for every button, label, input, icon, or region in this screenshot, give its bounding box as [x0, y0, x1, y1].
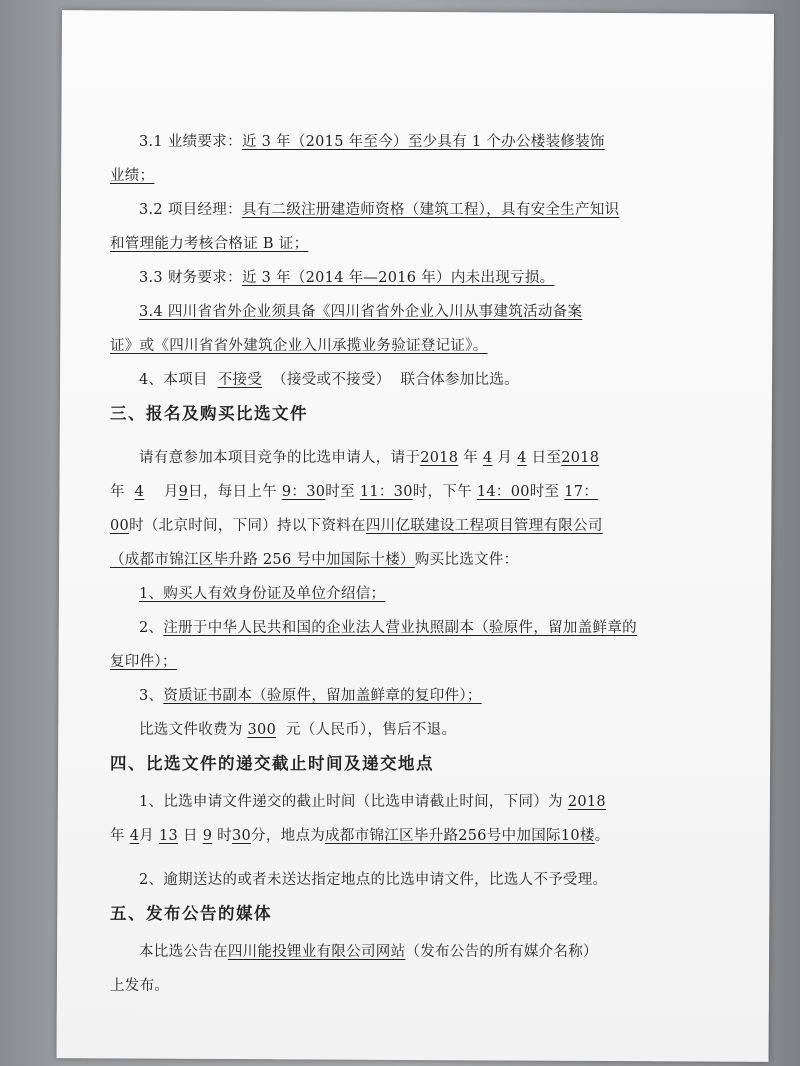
media-website: 四川能投锂业有限公司网站 [227, 944, 406, 960]
afternoon-end-part-1: 17： [564, 484, 599, 500]
section-heading-3: 三、报名及购买比选文件 [110, 404, 308, 423]
deadline-day-unit: 日 [182, 828, 198, 844]
afternoon-start: 14：00 [476, 484, 530, 500]
media-publish: 上发布。 [110, 978, 170, 994]
item-3-3-label: 3.3 财务要求： [139, 270, 242, 286]
registration-materials: 时（北京时间，下同）持以下资料在 [129, 518, 366, 534]
deadline-period: 。 [594, 828, 610, 844]
agency-address: （成都市锦江区毕升路 256 号中加国际十楼） [110, 552, 415, 568]
item-4-line [110, 363, 670, 397]
item-3-1-line-1 [110, 125, 670, 159]
day-to: 日至 [531, 450, 562, 466]
item-3-4-text-end: 证》或《四川省省外建筑企业入川承揽业务验证登记证》。 [110, 338, 488, 354]
deadline-place: 成都市锦江区毕升路256号中加国际10楼 [325, 828, 595, 844]
requirement-1-text: 1、购买人有效身份证及单位介绍信； [139, 586, 386, 602]
item-3-3-line [110, 261, 670, 295]
end-month: 4 [134, 484, 145, 500]
requirement-3-text: 资质证书副本（验原件，留加盖鲜章的复印件）； [163, 688, 482, 704]
deadline-line-2 [110, 819, 670, 853]
item-3-2-text-end: 和管理能力考核合格证 B 证； [110, 236, 309, 252]
registration-line-3 [110, 509, 670, 543]
item-3-1-text: 近 3 年（2015 年至今）至少具有 1 个办公楼装修装饰 [241, 134, 605, 150]
afternoon-label: 时，下午 [412, 484, 472, 500]
fee-unit: 元（人民币），售后不退。 [285, 722, 457, 738]
start-day: 4 [517, 450, 527, 466]
end-day: 9 [178, 484, 189, 500]
item-3-2-line-1 [110, 193, 670, 227]
item-3-1-line-2 [110, 159, 670, 193]
year-unit-2: 年 [110, 484, 125, 500]
registration-line-2 [110, 475, 670, 509]
month-unit: 月 [497, 450, 513, 466]
late-submission-rule: 2、逾期送达的或者未送达指定地点的比选申请文件，比选人不予受理。 [139, 872, 608, 888]
deadline-year: 2018 [567, 794, 606, 810]
item-3-1-label: 3.1 业绩要求： [139, 134, 242, 150]
month-unit-2: 月 [163, 484, 179, 500]
section-heading-4: 四、比选文件的递交截止时间及递交地点 [110, 754, 434, 773]
time-to: 时至 [325, 484, 355, 500]
item-3-4-line-1 [110, 295, 670, 329]
requirement-2-line-1 [110, 611, 670, 645]
deadline-day: 13 [159, 828, 179, 844]
fee-line [110, 713, 670, 747]
item-3-2-text: 具有二级注册建造师资格（建筑工程），具有安全生产知识 [241, 202, 620, 218]
requirement-3-number: 3、 [139, 688, 164, 704]
deadline-intro: 1、比选申请文件递交的截止时间（比选申请截止时间，下同）为 [139, 794, 563, 810]
requirement-2-number: 2、 [139, 620, 164, 636]
deadline-line-3 [110, 863, 670, 897]
registration-line-4 [110, 543, 670, 577]
time-to-2: 时至 [529, 484, 560, 500]
deadline-minute: 30 [231, 828, 252, 844]
document-body [110, 125, 670, 1003]
media-intro: 本比选公告在 [139, 944, 228, 960]
requirement-3 [110, 679, 670, 713]
fee-label: 比选文件收费为 [139, 722, 243, 738]
morning-start: 9：30 [281, 484, 326, 500]
media-line-2 [110, 969, 670, 1003]
media-hint: （发布公告的所有媒介名称） [405, 944, 598, 960]
end-year: 2018 [561, 450, 600, 466]
item-3-4-text: 3.4 四川省省外企业须具备《四川省省外企业入川从事建筑活动备案 [139, 304, 583, 320]
requirement-1 [110, 577, 670, 611]
start-month: 4 [482, 450, 493, 466]
consortium-value: 不接受 [217, 372, 263, 388]
daily-morning: 日，每日上午 [188, 484, 277, 500]
consortium-hint: （接受或不接受） [272, 372, 391, 388]
item-4-text: 联合体参加比选。 [400, 372, 519, 388]
deadline-place-label: 分，地点为 [251, 828, 326, 844]
item-3-1-text-end: 业绩； [110, 168, 155, 184]
item-3-3-text: 近 3 年（2014 年—2016 年）内未出现亏损。 [241, 270, 555, 286]
buy-documents: 购买比选文件： [414, 552, 519, 568]
section-heading-5: 五、发布公告的媒体 [110, 904, 272, 923]
morning-end: 11：30 [359, 484, 413, 500]
deadline-month: 4 [129, 828, 140, 844]
year-unit: 年 [463, 450, 479, 466]
deadline-year-unit: 年 [110, 828, 125, 844]
requirement-2-text-end: 复印件）； [110, 654, 177, 670]
deadline-hour-unit: 时 [217, 828, 232, 844]
registration-line-1 [110, 441, 670, 475]
item-4-label: 4、本项目 [139, 372, 208, 388]
afternoon-end-part-2: 00 [110, 518, 130, 534]
fee-amount: 300 [247, 722, 277, 738]
agency-name: 四川亿联建设工程项目管理有限公司 [365, 518, 603, 534]
item-3-4-line-2 [110, 329, 670, 363]
registration-intro: 请有意参加本项目竞争的比选申请人，请于 [139, 450, 421, 466]
deadline-hour: 9 [202, 828, 213, 844]
start-year: 2018 [420, 450, 459, 466]
deadline-month-unit: 月 [139, 828, 155, 844]
item-3-2-line-2 [110, 227, 670, 261]
deadline-line-1 [110, 785, 670, 819]
item-3-2-label: 3.2 项目经理： [139, 202, 242, 218]
requirement-2-line-2 [110, 645, 670, 679]
media-line-1 [110, 935, 670, 969]
requirement-2-text: 注册于中华人民共和国的企业法人营业执照副本（验原件，留加盖鲜章的 [163, 620, 637, 636]
